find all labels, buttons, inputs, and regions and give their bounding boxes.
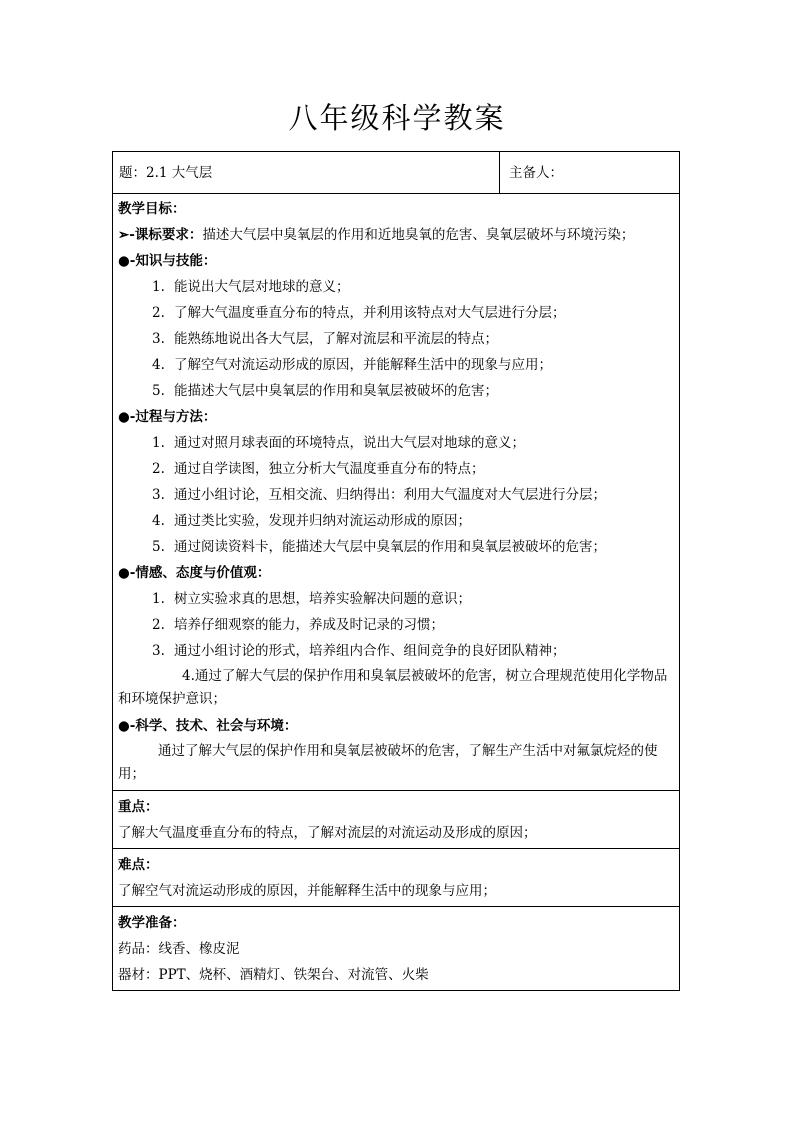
list-item [118, 638, 674, 664]
curriculum-text: 描述大气层中臭氧层的作用和近地臭氧的危害、臭氧层破坏与环境污染； [202, 227, 635, 243]
key-points-section [113, 791, 679, 849]
item-number: 4. [152, 513, 165, 529]
item-number: 5. [152, 383, 165, 399]
preparation-drugs: 药品：线香、橡皮泥 [118, 941, 240, 957]
item-number: 3. [152, 487, 165, 503]
item-number: 1. [152, 591, 165, 607]
item-text: 通过了解大气层的保护作用和臭氧层被破坏的危害，树立合理规范使用化学物品和环境保护意识； [118, 668, 668, 707]
list-item [118, 482, 674, 508]
sts-heading: ●-科学、技术、社会与环境： [118, 718, 298, 734]
preparer-label: 主备人： [509, 164, 563, 181]
list-item [118, 326, 674, 352]
item-text: 能熟练地说出各大气层，了解对流层和平流层的特点； [174, 331, 498, 347]
list-item [118, 612, 674, 638]
list-item [118, 586, 674, 612]
preparation-section [113, 907, 679, 990]
item-text: 通过对照月球表面的环境特点，说出大气层对地球的意义； [174, 435, 525, 451]
curriculum-label: ➢-课标要求： [118, 227, 203, 243]
item-number: 4. [152, 357, 165, 373]
item-number: 1. [152, 279, 165, 295]
list-item [118, 534, 674, 560]
item-number: 2. [152, 305, 165, 321]
list-item [118, 456, 674, 482]
item-text: 培养仔细观察的能力，养成及时记录的习惯； [174, 617, 444, 633]
difficult-points-text: 了解空气对流运动形成的原因，并能解释生活中的现象与应用； [118, 883, 496, 899]
list-item [118, 300, 674, 326]
list-item [118, 508, 674, 534]
topic-label: 题： [119, 164, 146, 181]
item-number: 4. [182, 668, 195, 684]
page-title: 八年级科学教案 [288, 101, 506, 135]
item-number: 3. [152, 331, 165, 347]
item-text: 通过自学读图，独立分析大气温度垂直分布的特点； [174, 461, 485, 477]
key-points-text: 了解大气温度垂直分布的特点，了解对流层的对流运动及形成的原因； [118, 825, 537, 841]
item-number: 5. [152, 539, 165, 555]
item-number: 3. [152, 643, 165, 659]
process-heading: ●-过程与方法： [118, 409, 217, 425]
difficult-points-section [113, 849, 679, 907]
list-item [118, 274, 674, 300]
sts-text: 通过了解大气层的保护作用和臭氧层被破坏的危害，了解生产生活中对氟氯烷烃的使用； [118, 743, 658, 782]
item-number: 2. [152, 461, 165, 477]
key-points-heading: 重点： [118, 799, 159, 815]
list-item [118, 352, 674, 378]
item-number: 1. [152, 435, 165, 451]
topic-value: 2.1 大气层 [146, 164, 213, 181]
item-number: 2. [152, 617, 165, 633]
item-text: 通过小组讨论的形式，培养组内合作、组间竞争的良好团队精神； [174, 643, 566, 659]
objectives-section [113, 194, 679, 791]
topic-cell [113, 152, 500, 193]
item-text: 了解大气温度垂直分布的特点，并利用该特点对大气层进行分层； [174, 305, 566, 321]
preparer-cell [500, 152, 679, 193]
item-text: 树立实验求真的思想，培养实验解决问题的意识； [174, 591, 471, 607]
header-row [113, 152, 679, 194]
list-item [118, 378, 674, 404]
objectives-heading: 教学目标： [118, 201, 186, 217]
item-text: 能描述大气层中臭氧层的作用和臭氧层被破坏的危害； [174, 383, 498, 399]
lesson-plan-table [112, 151, 680, 991]
curriculum-line [118, 222, 674, 248]
difficult-points-heading: 难点： [118, 857, 159, 873]
item-text: 通过阅读资料卡，能描述大气层中臭氧层的作用和臭氧层被破坏的危害； [174, 539, 606, 555]
preparation-heading: 教学准备： [118, 915, 186, 931]
item-text: 了解空气对流运动形成的原因，并能解释生活中的现象与应用； [174, 357, 552, 373]
emotion-heading: ●-情感、态度与价值观： [118, 565, 271, 581]
preparation-equipment: 器材：PPT、烧杯、酒精灯、铁架台、对流管、火柴 [118, 967, 429, 983]
knowledge-heading: ●-知识与技能： [118, 253, 217, 269]
item-text: 通过类比实验，发现并归纳对流运动形成的原因； [174, 513, 471, 529]
item-text: 能说出大气层对地球的意义； [174, 279, 350, 295]
list-item [118, 430, 674, 456]
item-text: 通过小组讨论，互相交流、归纳得出：利用大气温度对大气层进行分层； [174, 487, 606, 503]
list-item [118, 664, 674, 713]
